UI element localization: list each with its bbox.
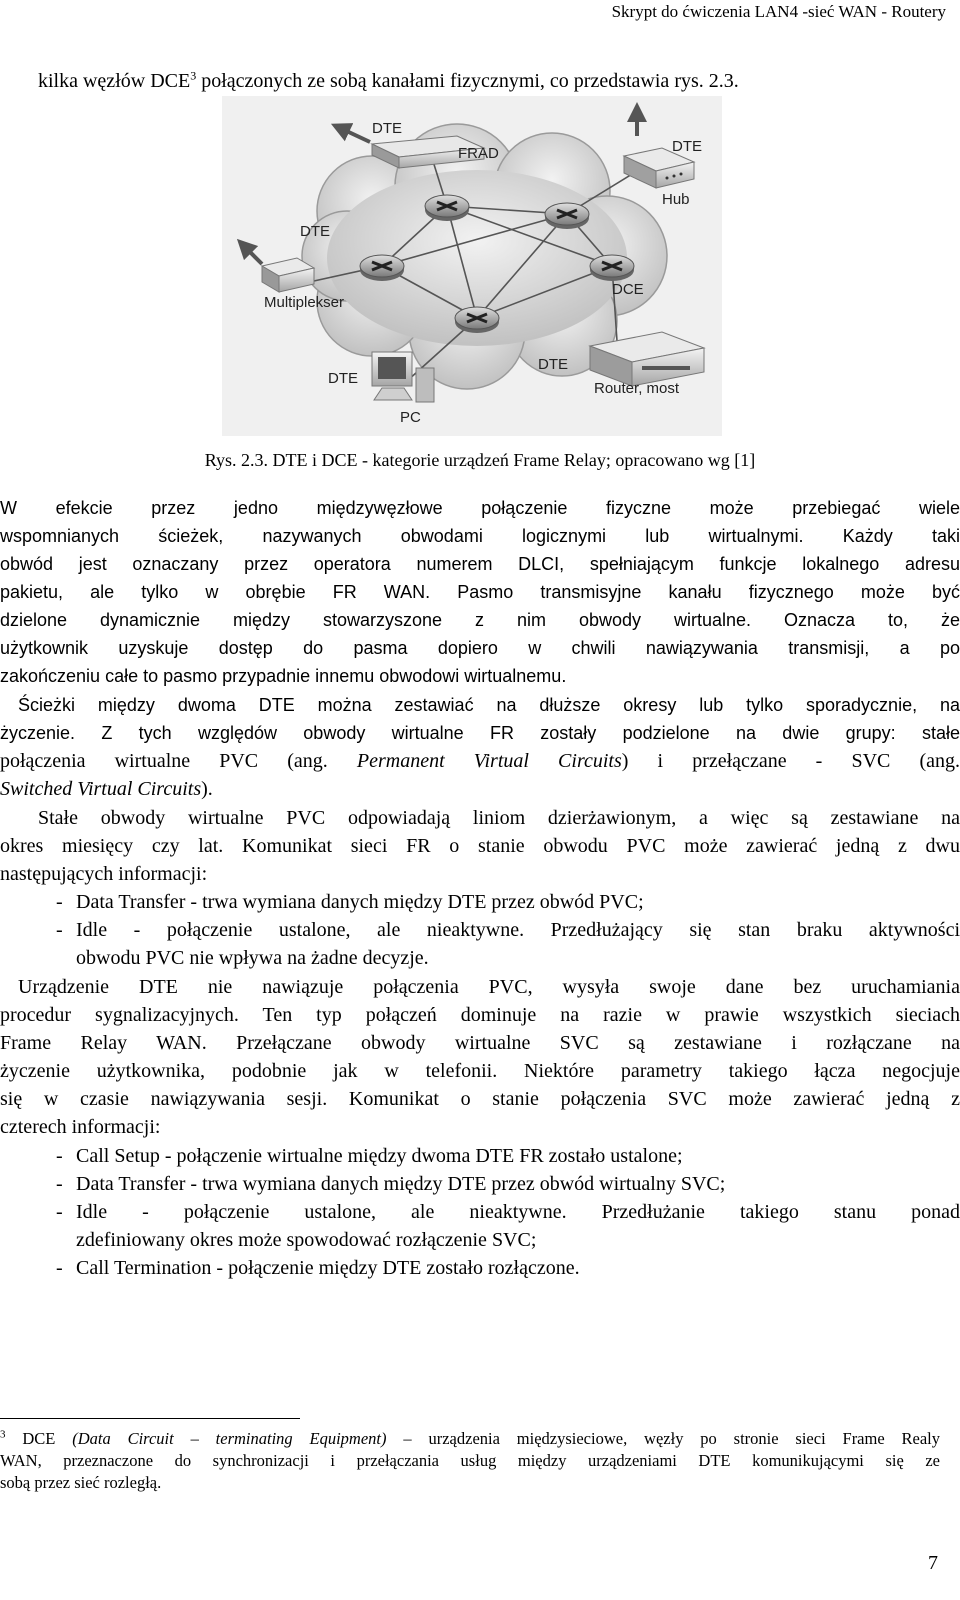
paragraph-line: Ścieżki między dwoma DTE można zestawiać na dłuższe okresy lub tylko sporadycznie, na — [18, 695, 960, 715]
list-item: - Data Transfer - trwa wymiana danych między DTE przez obwód wirtualny SVC; — [56, 1173, 726, 1195]
paragraph-line: czterech informacji: — [0, 1116, 161, 1138]
paragraph-line: Switched Virtual Circuits). — [0, 778, 213, 800]
dce-switch-node — [360, 255, 404, 281]
list-item: - Idle - połączenie ustalone, ale nieaktywne. Przedłużanie takiego stanu ponad — [56, 1201, 960, 1223]
dce-switch-node — [425, 195, 469, 221]
paragraph-line: Urządzenie DTE nie nawiązuje połączenia PVC, wysyła swoje dane bez uruchamiania — [18, 976, 960, 998]
paragraph-line: Frame Relay WAN. Przełączane obwody wirtualne SVC są zestawiane i rozłączane na — [0, 1032, 960, 1054]
list-item-continuation: obwodu PVC nie wpływa na żadne decyzje. — [76, 947, 429, 969]
label-multiplekser: Multiplekser — [264, 294, 345, 311]
paragraph-line: zakończeniu całe to pasmo przypadnie innemu obwodowi wirtualnemu. — [0, 666, 567, 686]
list-item: - Idle - połączenie ustalone, ale nieaktywne. Przedłużający się stan braku aktywności — [56, 919, 960, 941]
dce-switch-node — [545, 203, 589, 229]
paragraph-line: okres miesięcy czy lat. Komunikat sieci FR o stanie obwodu PVC może zawierać jedną z dwu — [0, 835, 960, 857]
paragraph-line: użytkownik uzyskuje dostęp do pasma dopiero w chwili nawiązywania transmisji, a po — [0, 638, 960, 658]
paragraph-line: pakietu, ale tylko w obrębie FR WAN. Pasmo transmisyjne kanału fizycznego może być — [0, 582, 960, 602]
list-item-continuation: zdefiniowany okres może spowodować rozłączenie SVC; — [76, 1229, 537, 1251]
figure-caption: Rys. 2.3. DTE i DCE - kategorie urządzeń Frame Relay; opracowano wg [1] — [204, 450, 756, 470]
intro-text-after: połączonych ze sobą kanałami fizycznymi, co przedstawia rys. 2.3. — [196, 70, 739, 92]
paragraph-line: dzielone dynamicznie między stowarzyszone z nim obwody wirtualne. Oznacza to, że — [0, 610, 960, 630]
dce-switch-node — [455, 307, 499, 333]
label-dte-hub: DTE — [672, 138, 702, 155]
label-dte-top: DTE — [372, 120, 402, 137]
footnote-line: WAN, przeznaczone do synchronizacji i przełączania usług między urządzeniami DTE komunikującymi się ze — [0, 1451, 940, 1470]
frame-relay-diagram — [222, 96, 722, 436]
list-item: - Data Transfer - trwa wymiana danych między DTE przez obwód PVC; — [56, 891, 644, 913]
footnote-line: $^3$ DCE (Data Circuit – terminating Equipment) – urządzenia międzysieciowe, węzły po stronie sieci Frame Realy — [0, 1428, 941, 1448]
paragraph-line: połączenia wirtualne PVC (ang. Permanent Virtual Circuits) i przełączane - SVC (ang. — [0, 750, 960, 772]
paragraph-line: następujących informacji: — [0, 863, 208, 885]
paragraph-line: życzenie. Z tych względów obwody wirtualne FR zostały podzielone na dwie grupy: stałe — [0, 723, 960, 743]
term-svc: Switched Virtual Circuits — [0, 778, 202, 800]
paragraph-line: wspomnianych ścieżek, nazywanych obwodami logicznymi lub wirtualnymi. Każdy taki — [0, 526, 960, 546]
paragraph-line: życzenie użytkownika, podobnie jak w telefonii. Niektóre parametry takiego łącza negocjuje — [0, 1060, 960, 1082]
paragraph-line: Stałe obwody wirtualne PVC odpowiadają liniom dzierżawionym, a więc są zestawiane na — [38, 807, 960, 829]
term-pvc: Permanent Virtual Circuits — [356, 750, 622, 772]
footnote-reference: 3 — [190, 68, 197, 83]
label-frad: FRAD — [458, 145, 499, 162]
label-hub: Hub — [662, 191, 690, 208]
dce-switch-node — [590, 255, 634, 281]
list-item: - Call Termination - połączenie między DTE zostało rozłączone. — [56, 1257, 580, 1279]
label-dce: DCE — [612, 281, 644, 298]
label-pc: PC — [400, 409, 421, 426]
label-dte-pc: DTE — [328, 370, 358, 387]
label-router-most: Router, most — [594, 380, 680, 397]
paragraph-line: W efekcie przez jedno międzywęzłowe połączenie fizyczne może przebiegać wiele — [0, 498, 960, 518]
footnote-separator — [0, 1418, 300, 1419]
paragraph-line: procedur sygnalizacyjnych. Ten typ połączeń dominuje na razie w prawie wszystkich sieciach — [0, 1004, 960, 1026]
running-header: Skrypt do ćwiczenia LAN4 -sieć WAN - Routery — [611, 2, 946, 21]
list-item: - Call Setup - połączenie wirtualne między dwoma DTE FR zostało ustalone; — [56, 1145, 683, 1167]
paragraph-line: obwód jest oznaczany przez operatora numerem DLCI, spełniającym funkcje lokalnego adresu — [0, 554, 960, 574]
footnote-line: sobą przez sieć rozległą. — [0, 1473, 162, 1492]
label-dte-multiplexer: DTE — [300, 223, 330, 240]
intro-line — [38, 70, 739, 93]
intro-text-before: kilka węzłów DCE — [38, 70, 191, 92]
page-number: 7 — [928, 1552, 938, 1574]
paragraph-line: się w czasie nawiązywania sesji. Komunikat o stanie połączenia SVC może zawierać jedną z — [0, 1088, 960, 1110]
label-dte-router: DTE — [538, 356, 568, 373]
